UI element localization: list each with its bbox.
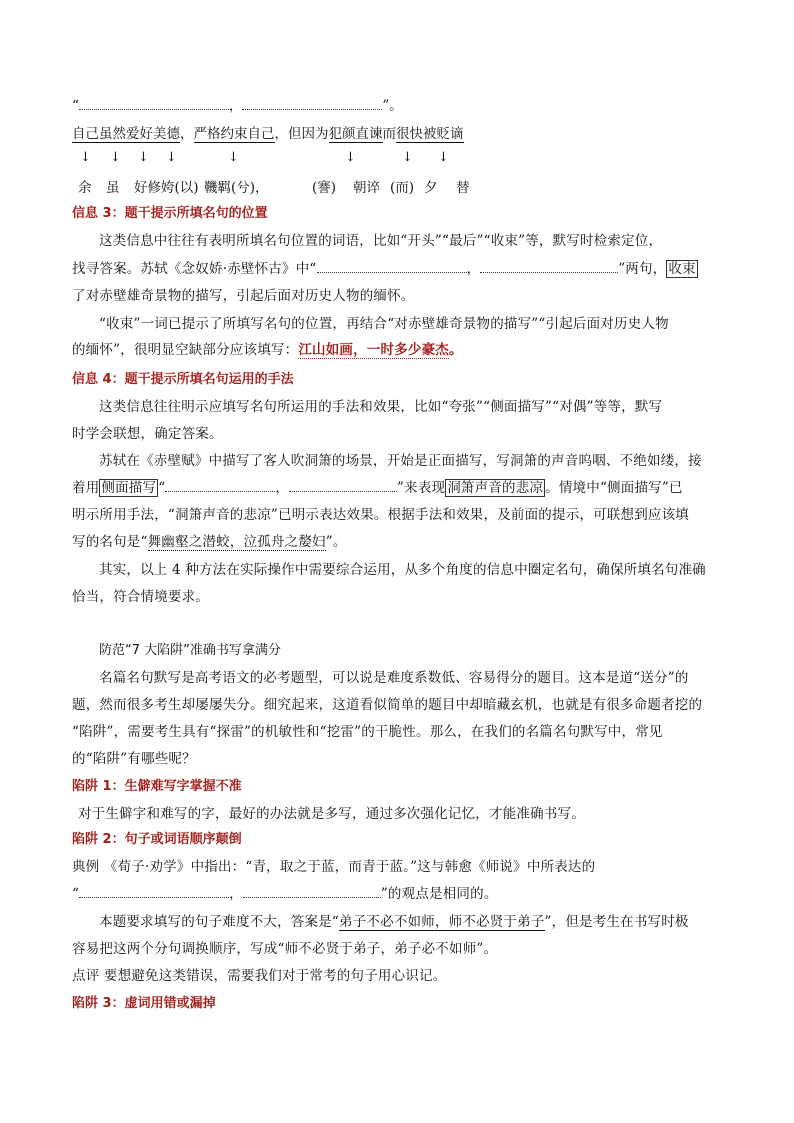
trap1-heading: 陷阱 1：生僻难写字掌握不准 (72, 779, 242, 794)
paragraph-line (72, 532, 347, 552)
paragraph-line: 容易把这两个分句调换顺序，写成“师不必贤于弟子，弟子必不如师”。 (72, 941, 498, 957)
paragraph-line: 其实，以上 4 种方法在实际操作中需要综合运用，从多个角度的信息中圈定名句，确保所填名句准确 (99, 562, 706, 578)
gloss-char: 替 (456, 180, 470, 196)
blank-slot[interactable] (289, 479, 397, 492)
paragraph-line: 明示所用手法，“洞箫声音的悲凉”已明示表达效果。根据手法和效果，及前面的提示，可联想到应该填 (72, 507, 690, 523)
translation-line (72, 124, 464, 144)
paragraph-line: 这类信息往往明示应填写名句所运用的手法和效果，比如“夸张”“侧面描写”“对偶”等等，默写 (99, 399, 663, 415)
text: 。情境中“侧面描写”已 (545, 480, 683, 496)
paragraph-line: 时学会联想，确定答案。 (72, 426, 223, 442)
paragraph-line: 这类信息中往往有表明所填名句位置的词语，比如“开头”“最后”“收束”等，默写时检索定位， (99, 233, 663, 249)
text: 的缅怀”，很明显空缺部分应该填写： (72, 342, 299, 358)
paragraph-line (72, 884, 498, 904)
separator: ， (228, 98, 243, 114)
punct: 。 (449, 342, 463, 358)
punct: “ (158, 480, 166, 496)
paragraph-line (72, 478, 683, 498)
translation-segment: 犯颜直谏 (328, 126, 383, 142)
punct: “ (72, 886, 80, 902)
trap3-heading: 陷阱 3：虚词用错或漏掉 (72, 996, 216, 1011)
text: 本题要求填写的句子难度不大，答案是“ (99, 914, 340, 930)
translation-segment: 很快被贬谪 (396, 126, 464, 142)
paragraph-line: 对于生僻字和难写的字，最好的办法就是多写，通过多次强化记忆，才能准确书写。 (78, 806, 585, 822)
gloss-char: 朝谇 (353, 180, 380, 196)
paragraph-line: 的“陷阱”有哪些呢？ (72, 751, 196, 767)
translation-segment: 严格约束自己 (193, 126, 275, 142)
paragraph-line: 苏轼在《赤壁赋》中描写了客人吹洞箫的场景，开始是正面描写，写洞箫的声音呜咽、不绝如缕，接 (99, 453, 702, 469)
gloss-char: (而) (390, 180, 415, 196)
paragraph-line: 题，然而很多考生却屡屡失分。细究起来，这道看似简单的题目中却暗藏玄机，也就是有很多命题者挖的 (72, 697, 703, 713)
down-arrow-icon: ↓ (438, 150, 449, 165)
down-arrow-icon: ↓ (228, 150, 239, 165)
down-arrow-icon: ↓ (138, 150, 149, 165)
paragraph-line: “陷阱”，需要考生具有“探雷”的机敏性和“挖雷”的干脆性。那么，在我们的名篇名句默写中，常见 (72, 724, 663, 740)
gloss-char: 鞿羁(兮)， (204, 180, 269, 196)
blank-slot[interactable] (79, 885, 229, 898)
boxed-keyword: 侧面描写 (101, 480, 157, 496)
blank-slot[interactable] (480, 260, 618, 273)
punct: 而 (382, 126, 396, 142)
gloss-char: 余 (78, 180, 92, 196)
paragraph-line: “收束”一词已提示了所填写名句的位置，再结合“对赤壁雄奇景物的描写”“引起后面对历史人物 (99, 316, 669, 332)
blank-slot[interactable] (317, 260, 467, 273)
gloss-char: (謇) (312, 180, 337, 196)
text: ”，但是考生在书写时极 (544, 914, 689, 930)
answer-text: 舞幽壑之潜蛟，泣孤舟之嫠妇 (147, 534, 326, 550)
paragraph-line (72, 259, 698, 279)
gloss-char: 夕 (424, 180, 438, 196)
info4-heading: 信息 4：题干提示所填名句运用的手法 (72, 372, 294, 387)
info3-heading: 信息 3：题干提示所填名句的位置 (72, 206, 268, 221)
fill-blank-line (72, 96, 403, 116)
blank-slot[interactable] (242, 97, 382, 110)
gloss-char: 虽 (106, 180, 120, 196)
down-arrow-icon: ↓ (110, 150, 121, 165)
trap2-heading: 陷阱 2：句子或词语顺序颠倒 (72, 832, 242, 847)
down-arrow-icon: ↓ (80, 150, 91, 165)
text: 找寻答案。苏轼《念奴娇·赤壁怀古》中“ (72, 261, 317, 277)
blank-slot[interactable] (165, 479, 275, 492)
punct: ， (275, 480, 290, 496)
close-quote: ”。 (382, 98, 403, 114)
blank-slot[interactable] (243, 885, 381, 898)
text: ”的观点是相同的。 (380, 886, 498, 902)
section-title: 防范“7 大陷阱”准确书写拿满分 (99, 643, 281, 658)
down-arrow-icon: ↓ (402, 150, 413, 165)
punct: ， (229, 886, 243, 902)
paragraph-line (72, 340, 463, 360)
translation-segment: 自己虽然爱好美德 (72, 126, 180, 142)
paragraph-line: 名篇名句默写是高考语文的必考题型，可以说是难度系数低、容易得分的题目。这本是道“送分”的 (99, 670, 689, 686)
paragraph-line: 了对赤壁雄奇景物的描写，引起后面对历史人物的缅怀。 (72, 288, 415, 304)
paragraph-line: 恰当，符合情境要求。 (72, 589, 209, 605)
text: ”来表现 (397, 480, 446, 496)
paragraph-line: 典例 《荀子·劝学》中指出：“青，取之于蓝，而青于蓝。”这与韩愈《师说》中所表达的 (72, 859, 596, 875)
paragraph-line (72, 912, 689, 932)
comment-line: 点评 要想避免这类错误，需要我们对于常考的句子用心识记。 (72, 968, 447, 984)
text: ”两句， (618, 261, 667, 277)
open-quote: “ (72, 98, 79, 114)
boxed-keyword: 收束 (668, 261, 696, 277)
boxed-keyword: 洞箫声音的悲凉 (447, 480, 544, 496)
punct: ， (466, 261, 481, 277)
answer-text: 弟子不必不如师，师不必贤于弟子 (339, 914, 545, 930)
punct: ， (180, 126, 194, 142)
blank-slot[interactable] (79, 97, 229, 110)
punct: ”。 (325, 534, 347, 550)
text: 写的名句是“ (72, 534, 148, 550)
punct: ，但因为 (274, 126, 329, 142)
down-arrow-icon: ↓ (345, 150, 356, 165)
gloss-char: 好修姱(以) (134, 180, 199, 196)
down-arrow-icon: ↓ (166, 150, 177, 165)
text: 着用 (72, 480, 100, 496)
answer-text: 江山如画，一时多少豪杰 (298, 342, 450, 358)
